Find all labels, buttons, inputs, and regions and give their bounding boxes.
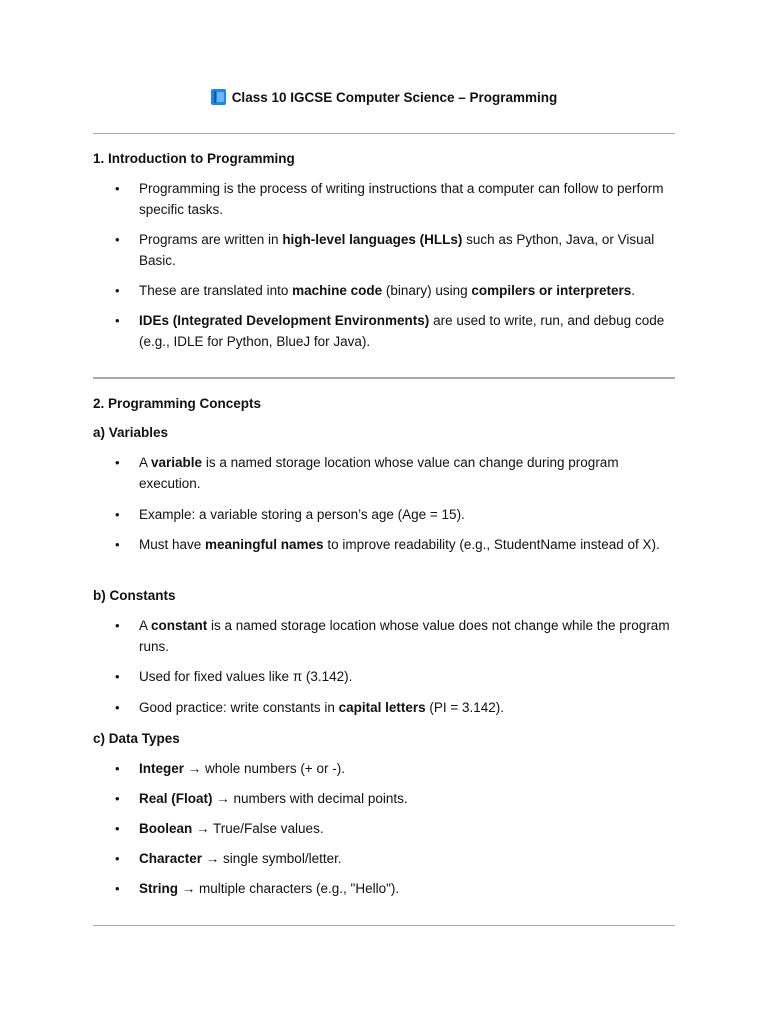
section-heading: 1. Introduction to Programming — [93, 151, 295, 166]
subsection-heading: a) Variables — [93, 425, 169, 440]
blue-book-icon — [211, 89, 226, 105]
divider — [93, 377, 675, 379]
list-item: • Good practice: write constants in capital letters (PI = 3.142). — [139, 698, 675, 719]
document-title — [93, 88, 675, 108]
subsection-heading: b) Constants — [93, 588, 176, 603]
list-item: • String → multiple characters (e.g., "Hello"). — [139, 879, 675, 900]
list-item: • Boolean → True/False values. — [139, 819, 675, 840]
list-item: • Real (Float) → numbers with decimal points. — [139, 789, 675, 810]
list-item: • Integer → whole numbers (+ or -). — [139, 759, 675, 780]
title-text: Class 10 IGCSE Computer Science – Programming — [231, 90, 558, 105]
list-item: • Used for fixed values like π (3.142). — [139, 667, 675, 688]
list-item: • IDEs (Integrated Development Environments) are used to write, run, and debug code (e.g., IDLE for Python, BlueJ for Java). — [139, 311, 675, 352]
list-item: • A variable is a named storage location whose value can change during program execution. — [139, 453, 675, 494]
list-item: • A constant is a named storage location whose value does not change while the program runs. — [139, 616, 675, 657]
section-heading: 2. Programming Concepts — [93, 396, 262, 411]
list-item: • Programs are written in high-level languages (HLLs) such as Python, Java, or Visual Basic. — [139, 230, 675, 271]
divider — [93, 925, 675, 926]
list-item: • Must have meaningful names to improve readability (e.g., StudentName instead of X). — [139, 535, 675, 556]
divider — [93, 133, 675, 134]
list-item: • Programming is the process of writing instructions that a computer can follow to perform specific tasks. — [139, 179, 675, 220]
list-item: • These are translated into machine code (binary) using compilers or interpreters. — [139, 281, 675, 302]
list-item: • Character → single symbol/letter. — [139, 849, 675, 870]
list-item: • Example: a variable storing a person’s age (Age = 15). — [139, 505, 675, 526]
subsection-heading: c) Data Types — [93, 731, 180, 746]
